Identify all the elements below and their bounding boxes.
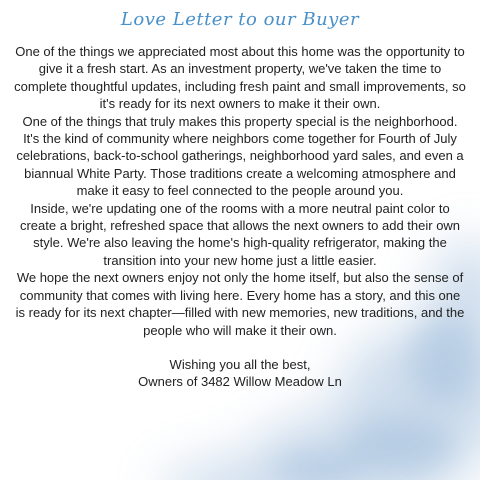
paragraph-fresh-start: One of the things we appreciated most about this home was the opportunity to give it a fresh start. As an investment property, we've taken the time to complete thoughtful updates, including fresh paint and small improvements, so it's ready for its next owners to make it their own. (14, 44, 466, 112)
signature-line: Owners of 3482 Willow Meadow Ln (138, 374, 342, 390)
paragraph-community: We hope the next owners enjoy not only the home itself, but also the sense of community that comes with living here. Every home has a story, and this one is ready for its next chapter—filled with new memories, new traditions, and the people who will make it their own. (15, 270, 465, 338)
letter-signoff (14, 356, 466, 391)
letter-title: Love Letter to our Buyer (120, 9, 360, 30)
letter-body (14, 43, 466, 339)
paragraph-neighborhood: One of the things that truly makes this property special is the neighborhood. It's the kind of community where neighbors come together for Fourth of July celebrations, back-to-school gatherings, neighborhood yard sales, and even a biannual White Party. Those traditions create a welcoming atmosphere and make it easy to feel connected to the people around you. (16, 113, 464, 199)
paragraph-updates: Inside, we're updating one of the rooms with a more neutral paint color to create a bright, refreshed space that allows the next owners to add their own style. We're also leaving the home's high-quality refrigerator, making the transition into your new home just a little easier. (19, 200, 461, 268)
closing-line: Wishing you all the best, (169, 356, 311, 372)
